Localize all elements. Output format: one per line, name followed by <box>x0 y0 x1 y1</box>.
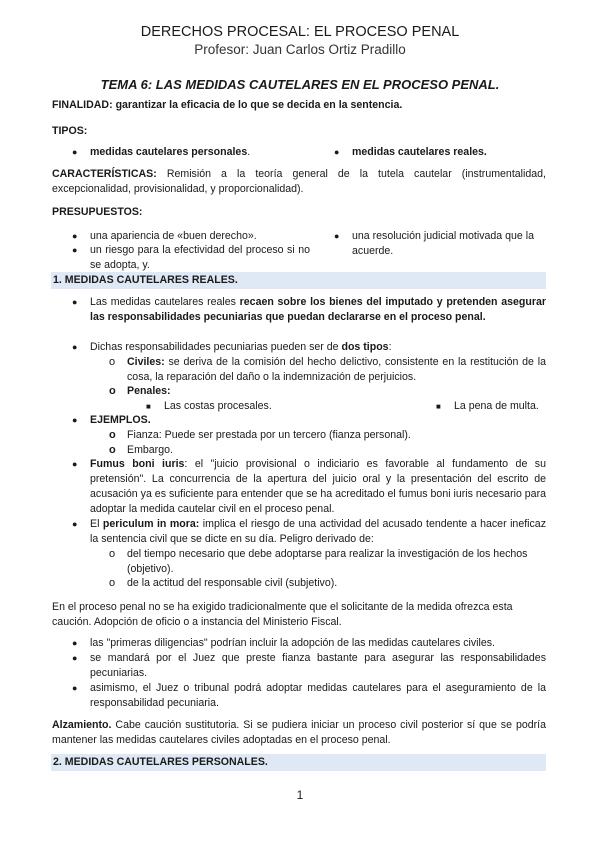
alzamiento-label: Alzamiento. <box>52 719 112 731</box>
tipos-label: TIPOS: <box>52 125 88 137</box>
chapter-title: TEMA 6: LAS MEDIDAS CAUTELARES EN EL PROCESO PENAL. <box>100 77 500 92</box>
professor-name: Profesor: Juan Carlos Ortiz Pradillo <box>194 42 406 57</box>
alzamiento-paragraph: Alzamiento. Cabe caución sustitutoria. Si se pudiera iniciar un proceso civil posterior sí que se podría mantener las medidas cautelares civiles adoptadas en el proceso penal. <box>52 719 546 746</box>
section-heading-personales: 2. MEDIDAS CAUTELARES PERSONALES. <box>51 754 546 771</box>
caracteristicas-paragraph: CARACTERÍSTICAS: Remisión a la teoría general de la tutela cautelar (instrumentalidad, excepcionalidad, provisionalidad, y proporcionalidad). <box>52 168 546 195</box>
presupuestos-label: PRESUPUESTOS: <box>52 206 143 218</box>
caracteristicas-label: CARACTERÍSTICAS: <box>52 168 157 180</box>
finalidad-paragraph <box>52 98 546 113</box>
document-title: DERECHOS PROCESAL: EL PROCESO PENAL <box>140 24 460 40</box>
document-page: DERECHOS PROCESAL: EL PROCESO PENAL Profesor: Juan Carlos Ortiz Pradillo TEMA 6: LAS MEDIDAS CAUTELARES EN EL PROCESO PENAL. FINALIDAD: garantizar la eficacia de lo que se decida en la sentencia. TIPOS: ● medidas cautelares personales. ● medidas cautelares reales. CARACTERÍSTICAS: Remisión a la teoría general de la tutela cautelar (instrumentalidad, excepcionalidad, provisionalidad, y proporcionalidad). PRESUPUESTOS: ● una apariencia de «buen derecho». ● un riesgo para la efectividad del proceso si no se adopta, y. ● una resolución judicial motivada que la acuerde. 1. MEDIDAS CAUTELARES REALES. ● Las medidas cautelares reales recaen sobre los bienes del imputado y pretenden asegurar las responsabilidades pecuniarias que puedan declararse en el proceso penal. ● Dichas responsabilidades pecuniarias pueden ser de dos tipos: o Civiles: se deriva de la comisión del hecho delictivo, consistente en la restitución de la cosa, la reparación del daño o la indemnización de perjuicios. o Penales: ■ Las costas procesales. ■ La pena de multa. ● EJEMPLOS. o Fianza: Puede ser prestada por un tercero (fianza personal). o Embargo. ● Fumus boni iuris: el "juicio provisional o indiciario es favorable al fundamento de su pretensión". La concurrencia de la apertura del juicio oral y la presentación del escrito de acusación ya es suficiente para entender que se ha acreditado el fumus boni iuris necesario para adoptar la medida cautelar civil en el proceso penal. ● El periculum in mora: implica el riesgo de una actividad del acusado tendente a hacer ineficaz la sentencia civil que se dicte en su día. Peligro derivado de: o del tiempo necesario que debe adoptarse para realizar la investigación de los hechos (objetivo). o de la actitud del responsable civil (subjetivo). En el proceso penal no se ha exigido tradicionalmente que el solicitante de la medida ofrezca esta caución. Adopción de oficio o a instancia del Ministerio Fiscal. ● las "primeras diligencias" podrían incluir la adopción de las medidas cautelares civiles. ● se mandará por el Juez que preste fianza bastante para asegurar las responsabilidades pecuniarias. ● asimismo, el Juez o tribunal podrá adoptar medidas cautelares para el aseguramiento de la responsabilidad pecuniaria. Alzamiento. Cabe caución sustitutoria. Si se pudiera iniciar un proceso civil posterior sí que se podría mantener las medidas cautelares civiles adoptadas en el proceso penal. 2. MEDIDAS CAUTELARES PERSONALES. 1 <box>0 0 600 848</box>
section-heading-reales: 1. MEDIDAS CAUTELARES REALES. <box>51 272 546 289</box>
finalidad-text: : garantizar la eficacia de lo que se decida en la sentencia. <box>109 99 403 111</box>
page-number: 1 <box>296 788 304 802</box>
finalidad-label: FINALIDAD <box>52 99 110 111</box>
proceso-penal-paragraph: En el proceso penal no se ha exigido tradicionalmente que el solicitante de la medida ofrezca esta caución. Adopción de oficio o a instancia del Ministerio Fiscal. <box>52 601 513 628</box>
